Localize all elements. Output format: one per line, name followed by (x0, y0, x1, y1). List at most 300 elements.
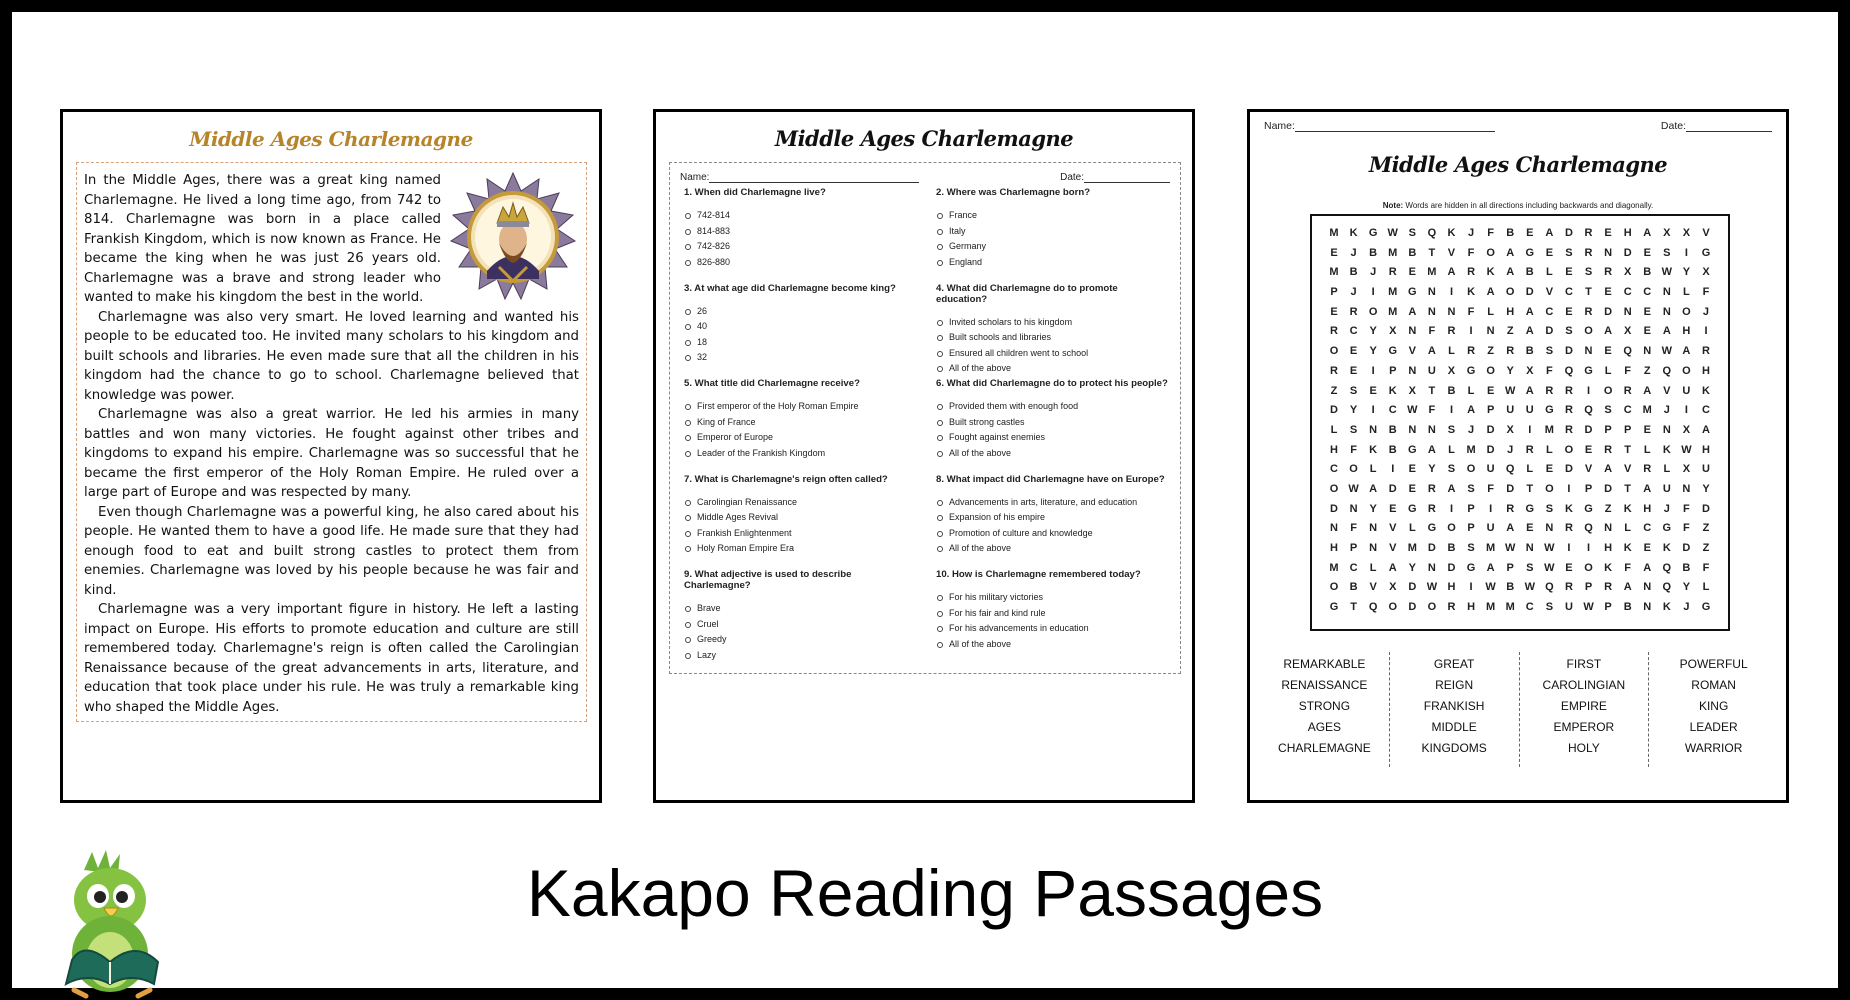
grid-letter[interactable]: R (1447, 601, 1456, 614)
grid-letter[interactable]: F (1467, 305, 1475, 318)
grid-letter[interactable]: T (1428, 246, 1436, 259)
grid-letter[interactable]: O (1682, 364, 1691, 377)
grid-letter[interactable]: Y (1369, 345, 1377, 358)
grid-letter[interactable]: R (1564, 581, 1573, 594)
grid-letter[interactable]: X (1702, 266, 1710, 279)
answer-option[interactable]: All of the above (936, 639, 1170, 655)
grid-letter[interactable]: W (1661, 266, 1673, 279)
grid-letter[interactable]: J (1702, 305, 1710, 318)
grid-letter[interactable]: M (1642, 404, 1652, 417)
grid-letter[interactable]: O (1329, 482, 1339, 495)
grid-letter[interactable]: R (1584, 305, 1593, 318)
grid-letter[interactable]: L (1467, 384, 1475, 397)
answer-option[interactable]: For his fair and kind rule (936, 608, 1170, 624)
grid-letter[interactable]: H (1604, 542, 1613, 554)
grid-letter[interactable]: N (1682, 482, 1691, 495)
grid-letter[interactable]: Q (1584, 404, 1593, 417)
grid-letter[interactable]: M (1505, 601, 1515, 614)
grid-letter[interactable]: N (1369, 423, 1378, 436)
grid-letter[interactable]: H (1506, 305, 1515, 318)
grid-letter[interactable]: O (1584, 561, 1593, 574)
grid-letter[interactable]: G (1701, 246, 1711, 259)
name-field[interactable] (1295, 131, 1495, 132)
date-field[interactable] (1084, 182, 1170, 183)
grid-letter[interactable]: R (1467, 266, 1476, 279)
grid-letter[interactable]: R (1525, 443, 1534, 456)
grid-letter[interactable]: C (1545, 305, 1554, 318)
name-field[interactable] (709, 182, 919, 183)
grid-letter[interactable]: N (1643, 345, 1652, 358)
grid-letter[interactable]: L (1663, 463, 1671, 476)
grid-letter[interactable]: Q (1564, 364, 1574, 377)
grid-letter[interactable]: X (1447, 364, 1456, 377)
grid-letter[interactable]: E (1486, 384, 1495, 397)
grid-letter[interactable]: N (1604, 522, 1613, 535)
grid-letter[interactable]: N (1369, 522, 1378, 535)
grid-letter[interactable]: N (1427, 561, 1436, 574)
grid-letter[interactable]: L (1448, 443, 1455, 456)
grid-letter[interactable]: Z (1702, 522, 1710, 535)
grid-letter[interactable]: E (1584, 443, 1593, 456)
grid-letter[interactable]: D (1408, 601, 1417, 614)
grid-letter[interactable]: M (1388, 246, 1398, 259)
grid-letter[interactable]: E (1643, 325, 1651, 338)
grid-letter[interactable]: N (1408, 325, 1417, 338)
grid-letter[interactable]: E (1330, 246, 1338, 259)
grid-letter[interactable]: P (1486, 404, 1495, 417)
answer-option[interactable]: Brave (684, 603, 918, 619)
grid-letter[interactable]: F (1702, 286, 1710, 299)
grid-letter[interactable]: F (1702, 561, 1710, 574)
grid-letter[interactable]: B (1349, 581, 1358, 594)
grid-letter[interactable]: R (1564, 404, 1573, 417)
grid-letter[interactable]: A (1643, 227, 1652, 239)
grid-letter[interactable]: R (1506, 502, 1515, 515)
grid-letter[interactable]: E (1526, 522, 1534, 535)
grid-letter[interactable]: Z (1702, 542, 1710, 554)
grid-letter[interactable]: N (1330, 522, 1338, 535)
grid-letter[interactable]: L (1448, 345, 1455, 358)
grid-letter[interactable]: Z (1487, 345, 1494, 358)
grid-letter[interactable]: E (1408, 266, 1416, 279)
grid-letter[interactable]: X (1408, 384, 1416, 397)
grid-letter[interactable]: R (1604, 443, 1613, 456)
grid-letter[interactable]: P (1467, 502, 1475, 515)
grid-letter[interactable]: A (1447, 266, 1456, 279)
grid-letter[interactable]: G (1388, 345, 1398, 358)
grid-letter[interactable]: A (1604, 463, 1613, 476)
grid-letter[interactable]: X (1682, 423, 1691, 436)
grid-letter[interactable]: G (1466, 364, 1476, 377)
answer-option[interactable]: Ensured all children went to school (936, 348, 1170, 364)
grid-letter[interactable]: N (1662, 286, 1671, 299)
answer-option[interactable]: All of the above (936, 363, 1170, 379)
answer-option[interactable]: King of France (684, 417, 918, 433)
grid-letter[interactable]: A (1643, 384, 1652, 397)
grid-letter[interactable]: W (1387, 227, 1398, 239)
grid-letter[interactable]: X (1389, 325, 1397, 338)
grid-letter[interactable]: A (1623, 581, 1632, 594)
grid-letter[interactable]: S (1545, 601, 1554, 614)
answer-option[interactable]: Invited scholars to his kingdom (936, 317, 1170, 333)
grid-letter[interactable]: O (1564, 443, 1574, 456)
grid-letter[interactable]: F (1428, 325, 1436, 338)
grid-letter[interactable]: X (1506, 423, 1514, 436)
grid-letter[interactable]: F (1467, 246, 1475, 259)
grid-letter[interactable]: C (1702, 404, 1710, 417)
grid-letter[interactable]: E (1349, 364, 1358, 377)
answer-option[interactable]: For his military victories (936, 592, 1170, 608)
grid-letter[interactable]: S (1545, 345, 1554, 358)
grid-letter[interactable]: Z (1643, 364, 1651, 377)
grid-letter[interactable]: X (1526, 364, 1534, 377)
grid-letter[interactable]: S (1467, 542, 1475, 554)
grid-letter[interactable]: H (1682, 325, 1691, 338)
grid-letter[interactable]: W (1681, 443, 1692, 456)
grid-letter[interactable]: R (1467, 345, 1476, 358)
grid-letter[interactable]: Y (1408, 561, 1416, 574)
grid-letter[interactable]: I (1528, 423, 1532, 436)
grid-letter[interactable]: M (1388, 305, 1398, 318)
grid-letter[interactable]: K (1662, 443, 1671, 456)
grid-letter[interactable]: Y (1682, 266, 1691, 279)
grid-letter[interactable]: N (1427, 286, 1436, 299)
grid-letter[interactable]: D (1545, 325, 1554, 338)
grid-letter[interactable]: D (1525, 286, 1534, 299)
grid-letter[interactable]: E (1389, 502, 1397, 515)
grid-letter[interactable]: U (1702, 463, 1710, 476)
grid-letter[interactable]: N (1486, 325, 1495, 338)
grid-letter[interactable]: K (1662, 601, 1671, 614)
grid-letter[interactable]: B (1349, 266, 1358, 279)
grid-letter[interactable]: D (1584, 423, 1593, 436)
grid-letter[interactable]: L (1545, 266, 1553, 279)
grid-letter[interactable]: B (1506, 227, 1515, 239)
grid-letter[interactable]: Y (1369, 325, 1377, 338)
grid-letter[interactable]: H (1643, 502, 1652, 515)
answer-option[interactable]: 26 (684, 306, 918, 322)
grid-letter[interactable]: B (1525, 266, 1534, 279)
grid-letter[interactable]: V (1584, 463, 1593, 476)
grid-letter[interactable]: T (1624, 482, 1632, 495)
grid-letter[interactable]: R (1330, 364, 1338, 377)
grid-letter[interactable]: J (1467, 423, 1475, 436)
grid-letter[interactable]: H (1702, 364, 1710, 377)
grid-letter[interactable]: R (1330, 325, 1338, 338)
answer-option[interactable]: 742-814 (684, 210, 918, 226)
grid-letter[interactable]: F (1487, 227, 1494, 239)
grid-letter[interactable]: S (1526, 561, 1534, 574)
grid-letter[interactable]: C (1330, 463, 1338, 476)
grid-letter[interactable]: Q (1545, 581, 1554, 594)
answer-option[interactable]: Lazy (684, 650, 918, 666)
grid-letter[interactable]: A (1702, 423, 1710, 436)
grid-letter[interactable]: R (1564, 423, 1573, 436)
grid-letter[interactable]: S (1349, 384, 1358, 397)
grid-letter[interactable]: O (1447, 522, 1456, 535)
grid-letter[interactable]: U (1525, 404, 1534, 417)
grid-letter[interactable]: T (1585, 286, 1592, 299)
grid-letter[interactable]: M (1466, 443, 1476, 456)
grid-letter[interactable]: K (1662, 542, 1671, 554)
answer-option[interactable]: 32 (684, 352, 918, 368)
grid-letter[interactable]: Z (1506, 325, 1514, 338)
grid-letter[interactable]: R (1564, 522, 1573, 535)
grid-letter[interactable]: T (1526, 482, 1534, 495)
grid-letter[interactable]: R (1388, 266, 1397, 279)
grid-letter[interactable]: A (1506, 522, 1515, 535)
grid-letter[interactable]: Z (1604, 502, 1612, 515)
answer-option[interactable]: France (936, 210, 1170, 226)
grid-letter[interactable]: S (1349, 423, 1358, 436)
grid-letter[interactable]: E (1545, 246, 1554, 259)
grid-letter[interactable]: G (1368, 227, 1378, 239)
grid-letter[interactable]: I (1371, 404, 1375, 417)
grid-letter[interactable]: L (1330, 423, 1338, 436)
grid-letter[interactable]: V (1369, 581, 1377, 594)
grid-letter[interactable]: D (1427, 542, 1436, 554)
grid-letter[interactable]: C (1349, 561, 1358, 574)
grid-letter[interactable]: C (1525, 601, 1534, 614)
grid-letter[interactable]: S (1545, 502, 1554, 515)
grid-letter[interactable]: O (1329, 581, 1339, 594)
answer-option[interactable]: England (936, 257, 1170, 273)
grid-letter[interactable]: R (1545, 384, 1554, 397)
grid-letter[interactable]: H (1702, 443, 1710, 456)
grid-letter[interactable]: S (1447, 423, 1456, 436)
grid-letter[interactable]: N (1408, 364, 1417, 377)
grid-letter[interactable]: E (1349, 345, 1358, 358)
grid-letter[interactable]: M (1486, 601, 1496, 614)
grid-letter[interactable]: U (1506, 404, 1515, 417)
grid-letter[interactable]: I (1449, 286, 1453, 299)
grid-letter[interactable]: Q (1662, 561, 1672, 574)
answer-option[interactable]: Provided them with enough food (936, 401, 1170, 417)
grid-letter[interactable]: E (1604, 227, 1612, 239)
grid-letter[interactable]: A (1682, 345, 1691, 358)
grid-letter[interactable]: Q (1427, 227, 1437, 239)
answer-option[interactable]: Expansion of his empire (936, 512, 1170, 528)
grid-letter[interactable]: A (1525, 325, 1534, 338)
grid-letter[interactable]: D (1604, 482, 1613, 495)
grid-letter[interactable]: A (1467, 404, 1476, 417)
grid-letter[interactable]: E (1643, 305, 1651, 318)
grid-letter[interactable]: D (1623, 246, 1632, 259)
grid-letter[interactable]: K (1388, 384, 1397, 397)
grid-letter[interactable]: N (1662, 423, 1671, 436)
grid-letter[interactable]: J (1663, 502, 1670, 515)
grid-letter[interactable]: G (1701, 601, 1711, 614)
grid-letter[interactable]: G (1662, 522, 1672, 535)
grid-letter[interactable]: V (1702, 227, 1710, 239)
answer-option[interactable]: Emperor of Europe (684, 432, 918, 448)
grid-letter[interactable]: I (1371, 286, 1375, 299)
answer-option[interactable]: Promotion of culture and knowledge (936, 528, 1170, 544)
grid-letter[interactable]: Y (1428, 463, 1436, 476)
grid-letter[interactable]: R (1702, 345, 1710, 358)
grid-letter[interactable]: Q (1584, 522, 1593, 535)
grid-letter[interactable]: P (1506, 561, 1514, 574)
grid-letter[interactable]: G (1408, 286, 1417, 299)
grid-letter[interactable]: B (1525, 345, 1534, 358)
grid-letter[interactable]: E (1643, 542, 1651, 554)
grid-letter[interactable]: A (1662, 325, 1671, 338)
grid-letter[interactable]: L (1545, 443, 1553, 456)
answer-option[interactable]: 826-880 (684, 257, 918, 273)
grid-letter[interactable]: A (1369, 482, 1378, 495)
grid-letter[interactable]: W (1524, 581, 1535, 594)
grid-letter[interactable]: D (1564, 463, 1573, 476)
grid-letter[interactable]: N (1525, 542, 1534, 554)
grid-letter[interactable]: B (1408, 246, 1417, 259)
grid-letter[interactable]: E (1408, 482, 1416, 495)
grid-letter[interactable]: I (1586, 542, 1591, 554)
grid-letter[interactable]: H (1330, 542, 1338, 554)
grid-letter[interactable]: O (1584, 325, 1593, 338)
grid-letter[interactable]: P (1330, 286, 1338, 299)
grid-letter[interactable]: S (1663, 246, 1671, 259)
answer-option[interactable]: Italy (936, 226, 1170, 242)
grid-letter[interactable]: M (1329, 227, 1339, 239)
grid-letter[interactable]: I (1567, 542, 1571, 554)
grid-letter[interactable]: V (1663, 384, 1671, 397)
grid-letter[interactable]: A (1525, 384, 1534, 397)
grid-letter[interactable]: L (1369, 463, 1377, 476)
grid-letter[interactable]: V (1624, 463, 1632, 476)
grid-letter[interactable]: D (1486, 443, 1495, 456)
grid-letter[interactable]: M (1427, 266, 1437, 279)
grid-letter[interactable]: R (1427, 482, 1436, 495)
grid-letter[interactable]: D (1682, 542, 1691, 554)
grid-letter[interactable]: I (1371, 364, 1375, 377)
grid-letter[interactable]: D (1506, 482, 1515, 495)
grid-letter[interactable]: U (1486, 522, 1495, 535)
grid-letter[interactable]: W (1661, 345, 1673, 358)
grid-letter[interactable]: K (1447, 227, 1456, 239)
grid-letter[interactable]: M (1544, 423, 1554, 436)
grid-letter[interactable]: F (1545, 364, 1553, 377)
grid-letter[interactable]: O (1466, 463, 1476, 476)
grid-letter[interactable]: K (1349, 227, 1358, 239)
grid-letter[interactable]: O (1368, 305, 1378, 318)
grid-letter[interactable]: D (1702, 502, 1710, 515)
grid-letter[interactable]: W (1348, 482, 1359, 495)
grid-letter[interactable]: F (1624, 364, 1632, 377)
grid-letter[interactable]: K (1564, 502, 1573, 515)
grid-letter[interactable]: D (1408, 581, 1417, 594)
grid-letter[interactable]: L (1369, 561, 1377, 574)
grid-letter[interactable]: G (1408, 443, 1417, 456)
grid-letter[interactable]: G (1545, 404, 1554, 417)
grid-letter[interactable]: A (1525, 305, 1534, 318)
answer-option[interactable]: Fought against enemies (936, 432, 1170, 448)
grid-letter[interactable]: B (1388, 443, 1397, 456)
grid-letter[interactable]: B (1643, 266, 1652, 279)
grid-letter[interactable]: L (1526, 463, 1534, 476)
grid-letter[interactable]: J (1370, 266, 1377, 279)
grid-letter[interactable]: Y (1349, 404, 1358, 417)
grid-letter[interactable]: N (1662, 305, 1671, 318)
grid-letter[interactable]: D (1330, 404, 1338, 417)
grid-letter[interactable]: Q (1368, 601, 1378, 614)
grid-letter[interactable]: A (1388, 561, 1397, 574)
grid-letter[interactable]: A (1506, 266, 1515, 279)
grid-letter[interactable]: P (1349, 542, 1358, 554)
grid-letter[interactable]: E (1565, 266, 1573, 279)
grid-letter[interactable]: B (1369, 246, 1378, 259)
grid-letter[interactable]: T (1428, 384, 1436, 397)
grid-letter[interactable]: R (1349, 305, 1358, 318)
grid-letter[interactable]: C (1349, 325, 1358, 338)
grid-letter[interactable]: E (1604, 345, 1612, 358)
grid-letter[interactable]: X (1624, 266, 1632, 279)
grid-letter[interactable]: O (1388, 601, 1398, 614)
grid-letter[interactable]: J (1507, 443, 1514, 456)
grid-letter[interactable]: D (1564, 345, 1573, 358)
grid-letter[interactable]: O (1486, 246, 1495, 259)
grid-letter[interactable]: L (1408, 522, 1416, 535)
grid-letter[interactable]: G (1408, 502, 1417, 515)
grid-letter[interactable]: P (1584, 581, 1593, 594)
grid-letter[interactable]: F (1624, 561, 1632, 574)
grid-letter[interactable]: C (1623, 404, 1632, 417)
grid-letter[interactable]: A (1486, 561, 1495, 574)
grid-letter[interactable]: R (1584, 246, 1593, 259)
grid-letter[interactable]: Y (1702, 482, 1710, 495)
grid-letter[interactable]: X (1682, 227, 1691, 239)
grid-letter[interactable]: S (1565, 325, 1573, 338)
grid-letter[interactable]: N (1604, 246, 1613, 259)
grid-letter[interactable]: F (1350, 443, 1357, 456)
grid-letter[interactable]: G (1329, 601, 1339, 614)
answer-option[interactable]: All of the above (936, 543, 1170, 559)
grid-letter[interactable]: P (1624, 423, 1632, 436)
grid-letter[interactable]: K (1604, 561, 1613, 574)
grid-letter[interactable]: I (1684, 246, 1688, 259)
grid-letter[interactable]: W (1505, 542, 1516, 554)
grid-letter[interactable]: N (1447, 305, 1456, 318)
grid-letter[interactable]: B (1506, 581, 1515, 594)
grid-letter[interactable]: N (1427, 423, 1436, 436)
grid-letter[interactable]: A (1447, 482, 1456, 495)
grid-letter[interactable]: A (1643, 482, 1652, 495)
grid-letter[interactable]: G (1525, 246, 1535, 259)
grid-letter[interactable]: K (1486, 266, 1495, 279)
grid-letter[interactable]: P (1467, 522, 1475, 535)
grid-letter[interactable]: E (1545, 463, 1554, 476)
grid-letter[interactable]: U (1682, 384, 1691, 397)
grid-letter[interactable]: E (1643, 423, 1651, 436)
grid-letter[interactable]: S (1604, 404, 1612, 417)
grid-letter[interactable]: V (1408, 345, 1416, 358)
grid-letter[interactable]: B (1388, 423, 1397, 436)
answer-option[interactable]: Leader of the Frankish Kingdom (684, 448, 918, 464)
grid-letter[interactable]: H (1623, 227, 1632, 239)
grid-letter[interactable]: N (1584, 345, 1593, 358)
answer-option[interactable]: Frankish Enlightenment (684, 528, 918, 544)
grid-letter[interactable]: G (1427, 522, 1437, 535)
grid-letter[interactable]: C (1643, 522, 1652, 535)
grid-letter[interactable]: C (1388, 404, 1397, 417)
grid-letter[interactable]: I (1489, 502, 1493, 515)
grid-letter[interactable]: N (1369, 542, 1378, 554)
grid-letter[interactable]: O (1427, 601, 1437, 614)
grid-letter[interactable]: R (1427, 502, 1436, 515)
grid-letter[interactable]: K (1369, 443, 1378, 456)
grid-letter[interactable]: I (1684, 404, 1688, 417)
grid-letter[interactable]: F (1350, 522, 1357, 535)
grid-letter[interactable]: R (1447, 325, 1456, 338)
